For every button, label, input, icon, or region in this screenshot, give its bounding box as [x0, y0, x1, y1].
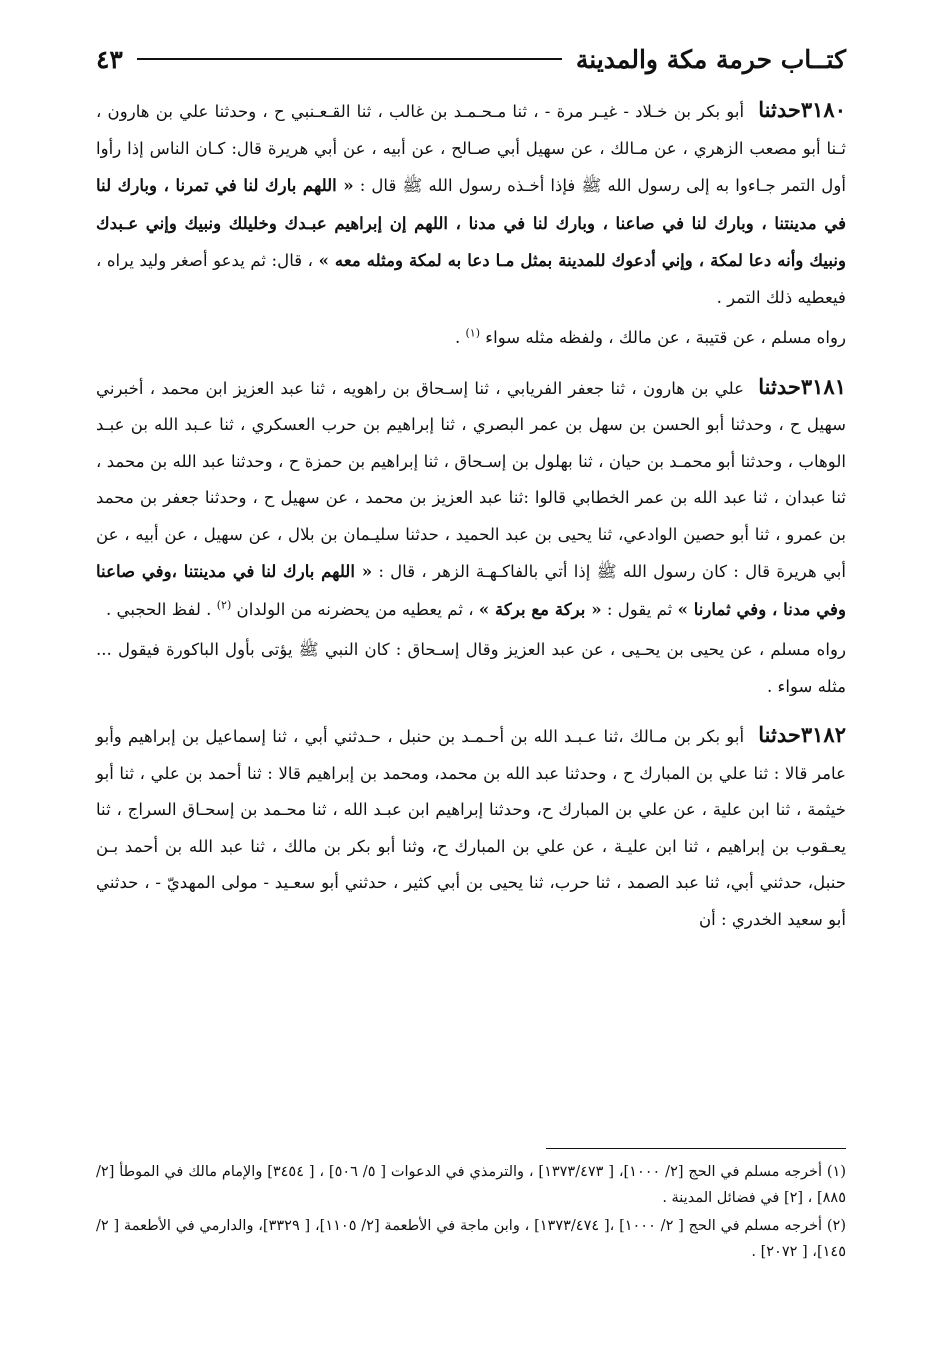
closing-text: ، قال: ثم يدعو أصغر وليد يراه ، فيعطيه ذلك التمر .: [96, 251, 846, 307]
footnote-rule: [546, 1148, 846, 1149]
hadith-keyword: حدثنا: [758, 373, 801, 399]
hadith-text: [96, 92, 846, 316]
footnote-ref[interactable]: (١): [465, 326, 481, 340]
footnote-2: (٢) أخرجه مسلم في الحج [ ٢/ ١٠٠٠] ،[ ١٣٧٣/٤٧٤] ، وابن ماجة في الأطعمة [٢/ ١١٠٥]، [ ٣٣٢٩]، والدارمي في الأطعمة [ ٢/ ١٤٥]، [ ٢٠٧٢] .: [96, 1218, 846, 1260]
hadith-3180: [96, 92, 846, 357]
isnad-text: أبو بكر بن مـالك ،ثنا عـبـد الله بن أحـمـد بن حنبل ، حـدثني أبي ، ثنا إسماعيل بن إبراهيم وأبو عامر قالا : ثنا علي بن المبارك ح ، وحدثنا عبد الله بن محمد، ومحمد بن إبراهيم قالا : ثنا أحمد بن علي ، ثنا أبو خيثمة ، ثنا ابن علية ، عن علي بن المبارك ح، وحدثنا إبراهيم ابن عبـد الله ، ثنا محـمد بن إسحـاق السراج ، ثنا يعـقوب بن إبراهيم ، ثنا ابن عليـة ، عن علي بن المبارك ح، وثنا أبو بكر بن مالك ، ثنا عبد الله بن أحمد بـن حنبل، حدثني أبي، ثنا عبد الصمد ، ثنا حرب، ثنا يحيى بن أبي كثير ، حدثني أبو سعـيد - مولى المهديّ - ، حدثني أبو سعيد الخدري : أن: [96, 727, 846, 929]
riwaya-note: [96, 632, 846, 705]
hadith-3182: [96, 717, 846, 938]
hadith-keyword: حدثنا: [758, 97, 801, 122]
hadith-number: ٣١٨١: [800, 373, 846, 399]
riwaya-end: .: [454, 328, 461, 347]
continuation-text: ، ثم يعطيه من يحضرنه من الولدان: [236, 599, 474, 619]
footnote-1: (١) أخرجه مسلم في الحج [٢/ ١٠٠٠]، [ ١٣٧٣/٤٧٣] ، والترمذي في الدعوات [ ٥/ ٥٠٦] ، [ ٣٤٥٤] والإمام مالك في الموطأ [٢/ ٨٨٥] ، [٢] في فضائل المدينة .: [96, 1164, 846, 1206]
footnotes: [96, 1148, 846, 1267]
closing-text: . لفظ الحجبي .: [105, 599, 212, 619]
hadith-text: [96, 717, 846, 938]
page-number: ٤٣: [96, 44, 123, 74]
running-header: [96, 38, 846, 80]
riwaya-text: رواه مسلم ، عن يحيى بن يحـيى ، عن عبد العزيز وقال إسـحاق : كان النبي ﷺ يؤتى بأول الباكورة فيقول ... مثله سواء .: [96, 640, 846, 696]
riwaya-text: رواه مسلم ، عن قتيبة ، عن مالك ، ولفظه مثله سواء: [485, 328, 846, 347]
hadith-number: ٣١٨٢: [800, 722, 846, 747]
connector-text: ثم يقول :: [606, 599, 673, 619]
hadith-text: [96, 369, 846, 629]
hadith-number: ٣١٨٠: [800, 97, 846, 122]
isnad-text: أبو بكر بن خـلاد - غيـر مرة - ، ثنا مـحـمـد بن غالب ، ثنا القـعـنبي ح ، وحدثنا علي بن هارون ، ثـنا أبو مصعب الزهري ، عن مـالك ، عن سهيل أبي صـالح ، عن أبيه ، عن أبي هريرة قال: كـان الناس إذا رأوا أول التمر جـاءوا به إلى رسول الله ﷺ فإذا أخـذه رسول الله ﷺ قال :: [96, 102, 846, 195]
header-rule: [137, 58, 562, 60]
isnad-text: علي بن هارون ، ثنا جعفر الفريابي ، ثنا إسـحاق بن راهويه ، ثنا عبد العزيز ابن محمد ، أخبرني سهيل ح ، وحدثنا أبو الحسن بن سهل بن عمر البصري ، ثنا إبراهيم بن حرب العسكري ، ثنا عـبد الله بن عبـد الوهاب ، وحدثنا أبو محمـد بن حيان ، ثنا بهلول بن إسـحاق ، ثنا إبراهيم بن حمزة ح ، وحدثنا عبد الله بن محمد ، ثنا عبدان ، ثنا عبد الله بن عمر الخطابي قالوا :ثنا عبد العزيز بن محمد ، عن سهيل ح ، وحدثنا جعفر بن محمد بن عمرو ، ثنا أبو حصين الوادعي، ثنا يحيى بن عبد الحميد ، حدثنا سليـمان بن بلال ، عن سهيل ، عن أبيه ، عن أبي هريرة قال : كان رسول الله ﷺ إذا أتي بالفاكـهـة الزهر ، قال :: [96, 378, 846, 581]
hadith-keyword: حدثنا: [758, 722, 801, 747]
header-title: كتــاب حرمة مكة والمدينة: [575, 44, 846, 74]
prophetic-text: « اللهم بارك لنا في تمرنا ، وبارك لنا في مدينتنا ، وبارك لنا في صاعنا ، وبارك لنا في مدنا ، اللهم إن إبراهيم عبـدك وخليلك ونبيك وإني عـبدك ونبيك وأنه دعا لمكة ، وإني أدعوك للمدينة بمثل مـا دعا به لمكة ومثله معه »: [96, 175, 847, 270]
riwaya-note: [96, 320, 846, 357]
prophetic-text-2: « بركة مع بركة »: [478, 598, 602, 619]
prophetic-text: « اللهم بارك لنا في مدينتنا ،وفي صاعنا وفي مدنا ، وفي ثمارنا »: [96, 561, 846, 619]
footnote-ref[interactable]: (٢): [216, 597, 232, 611]
hadith-3181: [96, 369, 846, 706]
